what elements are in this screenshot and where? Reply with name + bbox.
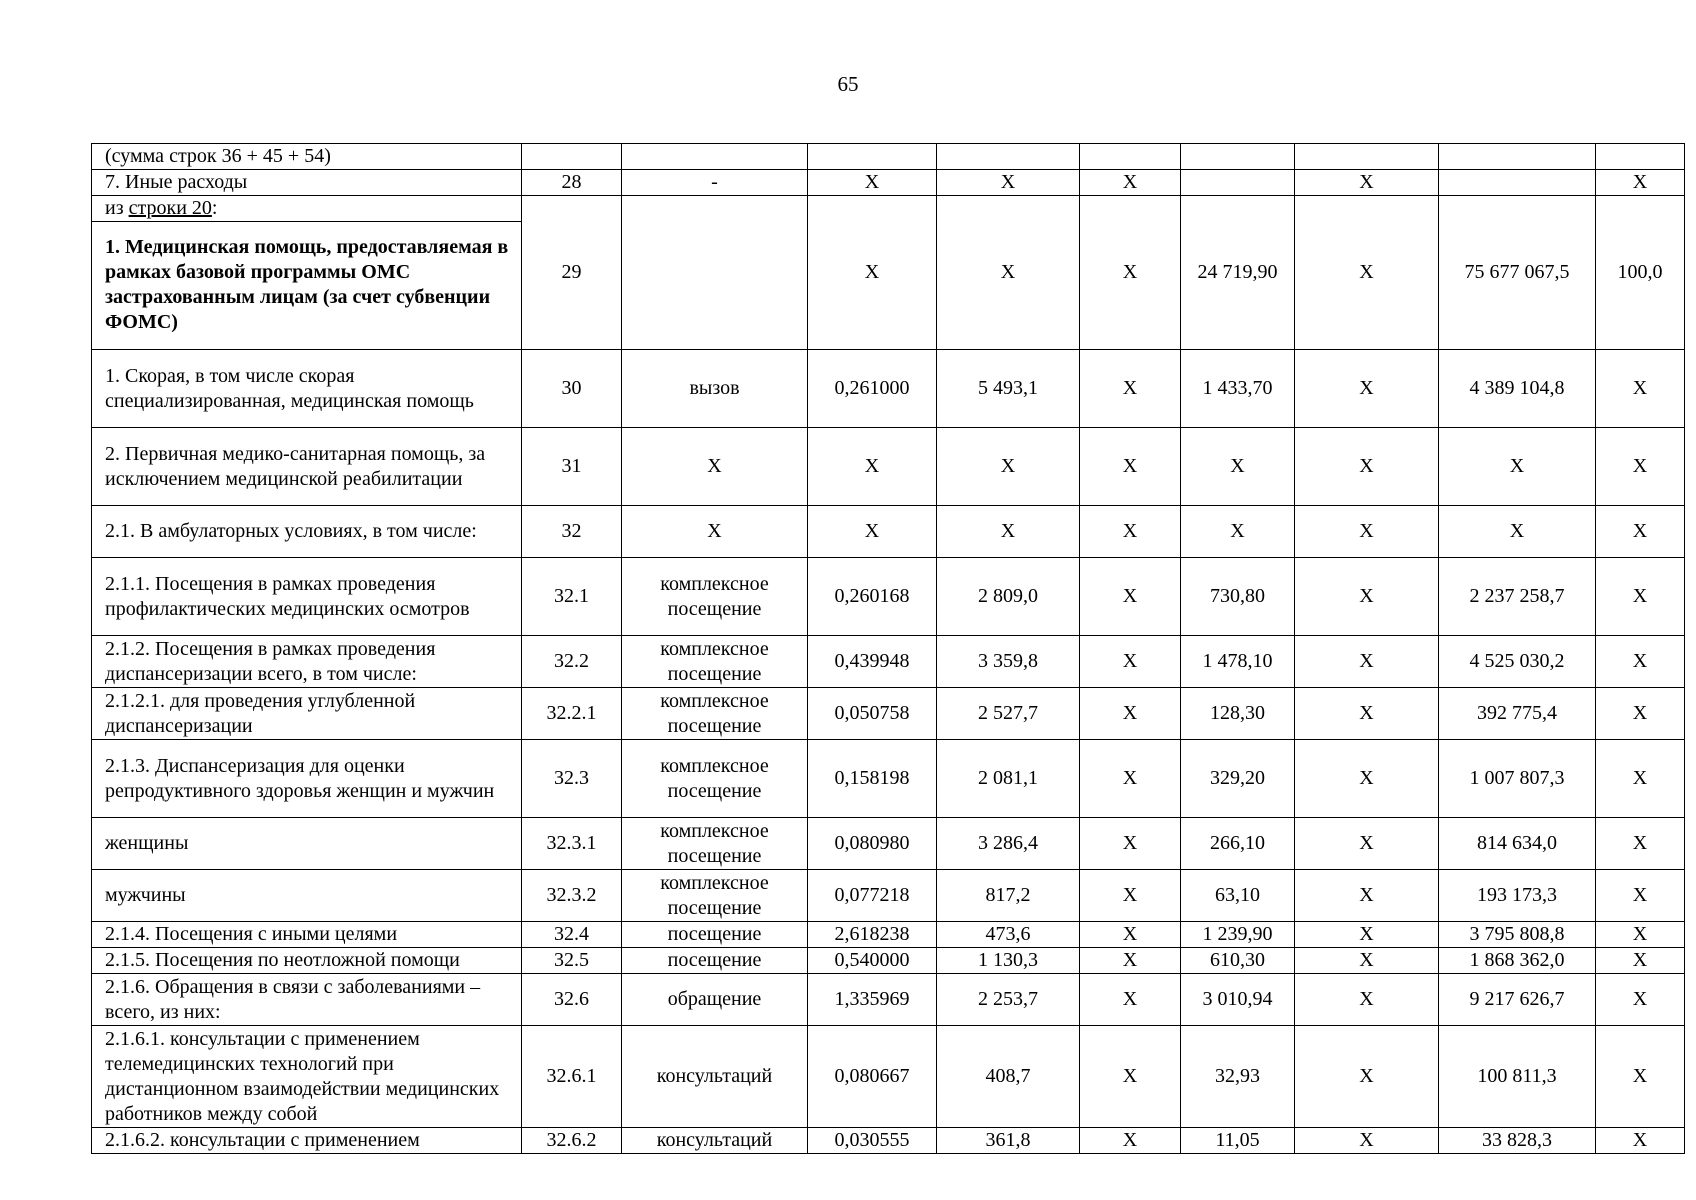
table-cell: 100 811,3 — [1439, 1026, 1596, 1128]
table-cell: 1 433,70 — [1181, 350, 1295, 428]
table-cell: 0,439948 — [808, 636, 937, 688]
table-cell: 266,10 — [1181, 818, 1295, 870]
table-cell: X — [1295, 740, 1439, 818]
table-cell: X — [1080, 350, 1181, 428]
table-cell: 0,540000 — [808, 948, 937, 974]
table-cell: X — [1080, 948, 1181, 974]
table-cell: X — [1596, 428, 1685, 506]
table-cell: 0,158198 — [808, 740, 937, 818]
row-name-cell: 2.1.4. Посещения с иными целями — [92, 922, 522, 948]
table-cell — [1596, 144, 1685, 170]
table-cell: 5 493,1 — [937, 350, 1080, 428]
table-row — [92, 144, 1685, 170]
table-row — [92, 636, 1685, 688]
table-cell: X — [1596, 740, 1685, 818]
table-cell: X — [1295, 558, 1439, 636]
table-cell: комплексное посещение — [622, 636, 808, 688]
table-cell: 32.4 — [522, 922, 622, 948]
table-cell: 1 007 807,3 — [1439, 740, 1596, 818]
table-cell: X — [1295, 974, 1439, 1026]
table-cell: X — [1295, 688, 1439, 740]
table-cell: 32.2.1 — [522, 688, 622, 740]
table-cell: X — [937, 196, 1080, 350]
table-cell: 32.3.1 — [522, 818, 622, 870]
table-cell: 0,077218 — [808, 870, 937, 922]
table-row — [92, 350, 1685, 428]
table-cell: 28 — [522, 170, 622, 196]
table-cell: X — [1080, 636, 1181, 688]
table-cell: 610,30 — [1181, 948, 1295, 974]
table-cell: комплексное посещение — [622, 688, 808, 740]
table-cell: 0,050758 — [808, 688, 937, 740]
table-cell: - — [622, 170, 808, 196]
table-cell: X — [622, 506, 808, 558]
table-cell: 0,260168 — [808, 558, 937, 636]
table-cell: 0,030555 — [808, 1128, 937, 1154]
table-cell: X — [1080, 870, 1181, 922]
table-cell: X — [1596, 558, 1685, 636]
table-row — [92, 688, 1685, 740]
table-cell: 32.6 — [522, 974, 622, 1026]
table-cell — [1439, 170, 1596, 196]
table-cell: X — [1295, 350, 1439, 428]
table-cell: 1 239,90 — [1181, 922, 1295, 948]
table-cell: X — [1295, 948, 1439, 974]
table-cell: 11,05 — [1181, 1128, 1295, 1154]
row-name-cell — [92, 196, 522, 350]
page-number: 65 — [837, 72, 859, 96]
row-name-cell: 2.1. В амбулаторных условиях, в том числе: — [92, 506, 522, 558]
table-row — [92, 1026, 1685, 1128]
table-cell — [522, 144, 622, 170]
table-cell — [1439, 144, 1596, 170]
table-cell: 361,8 — [937, 1128, 1080, 1154]
table-cell: X — [1080, 170, 1181, 196]
row-name-cell: 2.1.2.1. для проведения углубленной диспансеризации — [92, 688, 522, 740]
table-cell — [937, 144, 1080, 170]
row-name-cell: женщины — [92, 818, 522, 870]
table-cell: X — [1295, 196, 1439, 350]
table-cell: X — [808, 428, 937, 506]
table-cell: X — [1596, 1128, 1685, 1154]
table-cell: 9 217 626,7 — [1439, 974, 1596, 1026]
table-cell: консультаций — [622, 1026, 808, 1128]
table-cell: X — [808, 506, 937, 558]
table-row — [92, 1128, 1685, 1154]
table-cell: X — [1080, 818, 1181, 870]
table-cell: X — [1596, 1026, 1685, 1128]
table-cell — [808, 144, 937, 170]
table-cell: 32,93 — [1181, 1026, 1295, 1128]
table-cell: 3 010,94 — [1181, 974, 1295, 1026]
table-cell — [1181, 144, 1295, 170]
table-cell: X — [1181, 428, 1295, 506]
table-cell — [622, 196, 808, 350]
table-cell: обращение — [622, 974, 808, 1026]
table-cell: 2 253,7 — [937, 974, 1080, 1026]
table-cell — [1080, 144, 1181, 170]
table-row — [92, 922, 1685, 948]
table-row — [92, 740, 1685, 818]
table-cell: 2 809,0 — [937, 558, 1080, 636]
table-row — [92, 506, 1685, 558]
table-cell: X — [1596, 870, 1685, 922]
table-cell: 1,335969 — [808, 974, 937, 1026]
table-cell: консультаций — [622, 1128, 808, 1154]
table-cell: X — [937, 506, 1080, 558]
table-cell: X — [808, 170, 937, 196]
table-row — [92, 870, 1685, 922]
table-cell: X — [1295, 506, 1439, 558]
row-name-cell: 2.1.1. Посещения в рамках проведения профилактических медицинских осмотров — [92, 558, 522, 636]
table-cell: 2 527,7 — [937, 688, 1080, 740]
table-row — [92, 974, 1685, 1026]
table-cell: X — [1080, 688, 1181, 740]
table-cell: X — [808, 196, 937, 350]
table-cell: X — [1596, 506, 1685, 558]
table-cell: X — [1295, 1128, 1439, 1154]
table-cell: X — [1295, 428, 1439, 506]
table-cell: 32.3.2 — [522, 870, 622, 922]
table-cell: 1 130,3 — [937, 948, 1080, 974]
row-name-cell: (сумма строк 36 + 45 + 54) — [92, 144, 522, 170]
table-cell: X — [937, 428, 1080, 506]
table-cell: 33 828,3 — [1439, 1128, 1596, 1154]
table-cell: 75 677 067,5 — [1439, 196, 1596, 350]
table-cell: X — [1596, 688, 1685, 740]
table-cell: 29 — [522, 196, 622, 350]
table-cell: X — [1080, 196, 1181, 350]
row-name-cell: 2.1.6.1. консультации с применением телемедицинских технологий при дистанционном взаимодействии медицинских работников между собой — [92, 1026, 522, 1128]
row-name-cell: 2.1.5. Посещения по неотложной помощи — [92, 948, 522, 974]
row-reference: строки 20 — [128, 197, 212, 219]
table-cell: 392 775,4 — [1439, 688, 1596, 740]
table-cell: 32.6.1 — [522, 1026, 622, 1128]
table-row — [92, 558, 1685, 636]
table-cell: 4 389 104,8 — [1439, 350, 1596, 428]
table-cell: комплексное посещение — [622, 558, 808, 636]
table-cell: X — [1080, 506, 1181, 558]
table-cell: 63,10 — [1181, 870, 1295, 922]
table-cell: 0,080667 — [808, 1026, 937, 1128]
table-cell: 2 081,1 — [937, 740, 1080, 818]
table-cell — [622, 144, 808, 170]
table-cell: 2,618238 — [808, 922, 937, 948]
row-name-cell: 2.1.6.2. консультации с применением — [92, 1128, 522, 1154]
table-cell: 32 — [522, 506, 622, 558]
table-cell: X — [1080, 974, 1181, 1026]
table-cell: X — [1295, 818, 1439, 870]
table-cell: 128,30 — [1181, 688, 1295, 740]
row-name-cell: 2.1.3. Диспансеризация для оценки репродуктивного здоровья женщин и мужчин — [92, 740, 522, 818]
row-name-cell: 2. Первичная медико-санитарная помощь, за исключением медицинской реабилитации — [92, 428, 522, 506]
table-cell — [1295, 144, 1439, 170]
table-cell: 2 237 258,7 — [1439, 558, 1596, 636]
table-cell: X — [1080, 922, 1181, 948]
table-row — [92, 170, 1685, 196]
table-cell: X — [1596, 922, 1685, 948]
data-table — [91, 143, 1685, 1154]
table-cell: 473,6 — [937, 922, 1080, 948]
table-cell: 3 359,8 — [937, 636, 1080, 688]
table-cell: 100,0 — [1596, 196, 1685, 350]
table-cell: комплексное посещение — [622, 870, 808, 922]
table-cell: 30 — [522, 350, 622, 428]
table-cell: 730,80 — [1181, 558, 1295, 636]
table-cell: X — [1295, 1026, 1439, 1128]
table-cell: 32.1 — [522, 558, 622, 636]
table-cell: 31 — [522, 428, 622, 506]
table-cell: посещение — [622, 948, 808, 974]
table-cell: X — [937, 170, 1080, 196]
table-cell: X — [1080, 428, 1181, 506]
table-cell: 1 478,10 — [1181, 636, 1295, 688]
row-name-cell: 1. Скорая, в том числе скорая специализированная, медицинская помощь — [92, 350, 522, 428]
row-name-cell: 2.1.2. Посещения в рамках проведения диспансеризации всего, в том числе: — [92, 636, 522, 688]
table-cell — [1181, 170, 1295, 196]
table-cell: 814 634,0 — [1439, 818, 1596, 870]
table-cell: X — [1295, 922, 1439, 948]
table-cell: 817,2 — [937, 870, 1080, 922]
table-cell: X — [1596, 974, 1685, 1026]
table-cell: X — [1596, 350, 1685, 428]
table-cell: 24 719,90 — [1181, 196, 1295, 350]
row-name-cell: мужчины — [92, 870, 522, 922]
row-name-cell: 2.1.6. Обращения в связи с заболеваниями – всего, из них: — [92, 974, 522, 1026]
table-cell: 329,20 — [1181, 740, 1295, 818]
table-cell: X — [1596, 948, 1685, 974]
table-cell: X — [622, 428, 808, 506]
table-cell: 0,080980 — [808, 818, 937, 870]
table-cell: X — [1439, 506, 1596, 558]
table-cell: 32.5 — [522, 948, 622, 974]
table-row — [92, 948, 1685, 974]
table-cell: X — [1596, 636, 1685, 688]
table-cell: X — [1181, 506, 1295, 558]
table-cell: X — [1295, 870, 1439, 922]
table-cell: 3 795 808,8 — [1439, 922, 1596, 948]
table-cell: вызов — [622, 350, 808, 428]
table-cell: посещение — [622, 922, 808, 948]
table-cell: X — [1080, 1026, 1181, 1128]
table-cell: X — [1295, 170, 1439, 196]
table-cell: X — [1080, 1128, 1181, 1154]
table-cell: 32.3 — [522, 740, 622, 818]
table-cell: 193 173,3 — [1439, 870, 1596, 922]
table-cell: 32.6.2 — [522, 1128, 622, 1154]
table-cell: 3 286,4 — [937, 818, 1080, 870]
table-cell: X — [1439, 428, 1596, 506]
table-cell: X — [1295, 636, 1439, 688]
table-cell: X — [1080, 740, 1181, 818]
table-cell: комплексное посещение — [622, 740, 808, 818]
table-cell: 0,261000 — [808, 350, 937, 428]
table-row — [92, 818, 1685, 870]
table-cell: X — [1596, 170, 1685, 196]
row-section-note: из строки 20: — [92, 196, 521, 222]
table-cell: 408,7 — [937, 1026, 1080, 1128]
table-cell: комплексное посещение — [622, 818, 808, 870]
table-cell: X — [1596, 818, 1685, 870]
table-row — [92, 196, 1685, 350]
row-name-bold: 1. Медицинская помощь, предоставляемая в рамках базовой программы ОМС застрахованным лицам (за счет субвенции ФОМС) — [105, 236, 509, 333]
table-row — [92, 428, 1685, 506]
table-cell: 1 868 362,0 — [1439, 948, 1596, 974]
row-name-cell: 7. Иные расходы — [92, 170, 522, 196]
table-cell: 4 525 030,2 — [1439, 636, 1596, 688]
table-cell: 32.2 — [522, 636, 622, 688]
table-cell: X — [1080, 558, 1181, 636]
